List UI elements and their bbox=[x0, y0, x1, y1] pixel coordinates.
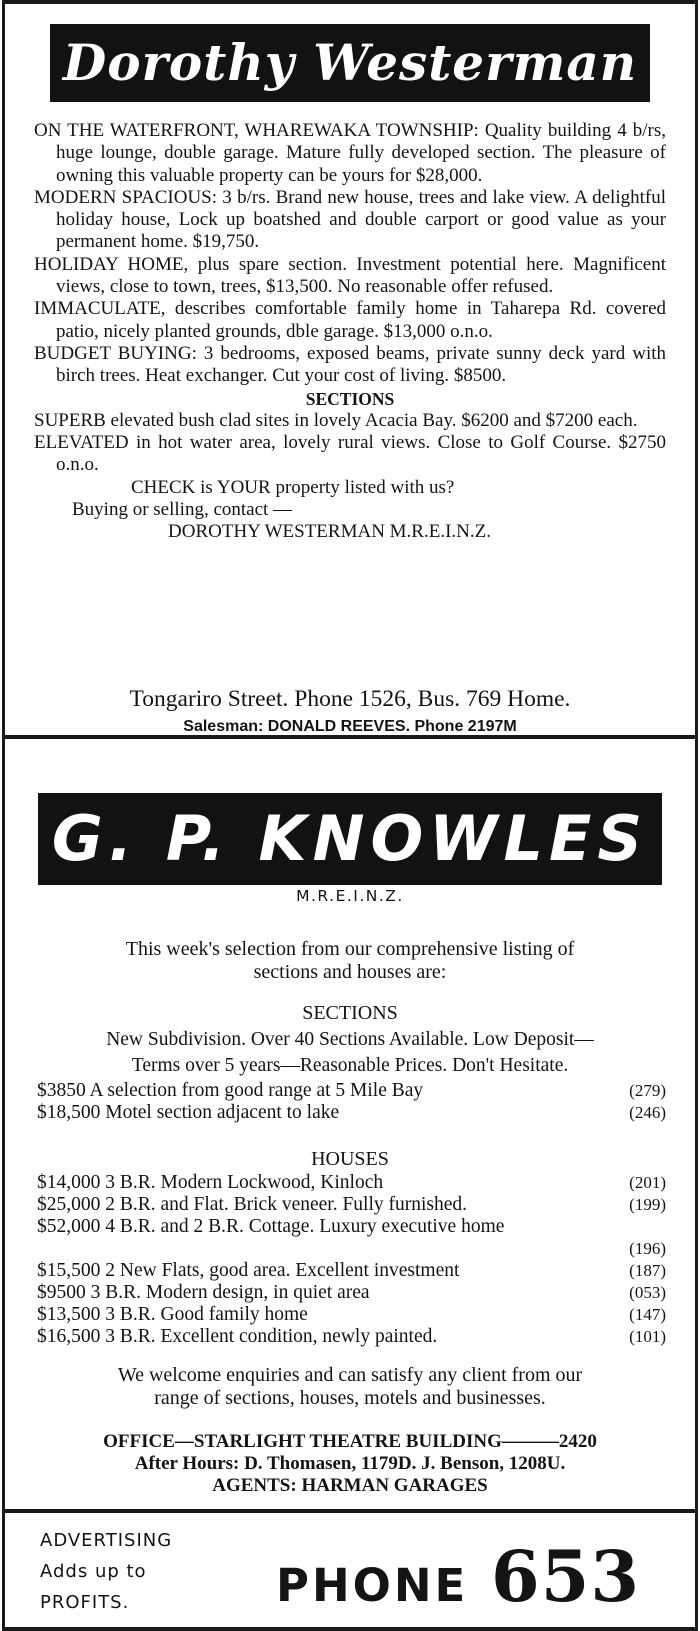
list-item-text: $16,500 3 B.R. Excellent condition, newly painted. bbox=[37, 1326, 438, 1347]
section-elevated: ELEVATED in hot water area, lovely rural views. Close to Golf Course. $2750 o.n.o. bbox=[34, 432, 666, 476]
list-item bbox=[37, 1304, 666, 1326]
dorothy-address: Tongariro Street. Phone 1526, Bus. 769 Home. bbox=[129, 686, 571, 712]
knowles-office-block bbox=[0, 1431, 700, 1497]
list-item bbox=[37, 1172, 666, 1194]
phone-number: 653 bbox=[490, 1535, 641, 1618]
welcome-line-2: range of sections, houses, motels and businesses. bbox=[154, 1387, 546, 1409]
knowles-welcome bbox=[0, 1364, 700, 1410]
dorothy-listings bbox=[34, 120, 666, 544]
list-item bbox=[37, 1102, 666, 1124]
knowles-houses-heading: HOUSES bbox=[311, 1148, 389, 1170]
buying-line: Buying or selling, contact — bbox=[72, 499, 293, 521]
office-line: OFFICE—STARLIGHT THEATRE BUILDING———2420 bbox=[103, 1431, 597, 1452]
gp-knowles-banner: G. P. KNOWLES bbox=[38, 793, 662, 885]
list-item-code: (053) bbox=[629, 1283, 666, 1302]
section-superb: SUPERB elevated bush clad sites in lovely Acacia Bay. $6200 and $7200 each. bbox=[34, 409, 638, 431]
sections-heading: SECTIONS bbox=[305, 388, 395, 409]
advertising-slogan bbox=[40, 1525, 172, 1618]
list-item-code: (199) bbox=[629, 1195, 666, 1214]
intro-line-1: This week's selection from our comprehensive listing of bbox=[125, 938, 575, 960]
list-item-text: $9500 3 B.R. Modern design, in quiet area bbox=[37, 1282, 370, 1303]
knowles-section-list bbox=[37, 1080, 666, 1124]
listing-immaculate: IMMACULATE, describes comfortable family home in Taharepa Rd. covered patio, nicely planted grounds, dble garage. $13,000 o.n.o. bbox=[34, 298, 666, 342]
list-item-text: $3850 A selection from good range at 5 Mile Bay bbox=[37, 1080, 424, 1101]
subdivision-line-1: New Subdivision. Over 40 Sections Available. Low Deposit— bbox=[106, 1029, 594, 1050]
slogan-line-1: ADVERTISING bbox=[40, 1530, 173, 1551]
middle-rule bbox=[2, 735, 698, 739]
list-item-text: $25,000 2 B.R. and Flat. Brick veneer. Fully furnished. bbox=[37, 1194, 468, 1215]
phone-block bbox=[276, 1537, 640, 1617]
list-item-text: $13,500 3 B.R. Good family home bbox=[37, 1304, 308, 1325]
dorothy-westerman-banner: Dorothy Westerman bbox=[50, 24, 650, 102]
list-item-text: $52,000 4 B.R. and 2 B.R. Cottage. Luxury executive home bbox=[37, 1216, 505, 1237]
bottom-rule bbox=[2, 1627, 698, 1631]
knowles-subdivision bbox=[0, 1027, 700, 1079]
list-item-code: (147) bbox=[629, 1305, 666, 1324]
intro-line-2: sections and houses are: bbox=[253, 960, 447, 983]
list-item-code: (201) bbox=[629, 1173, 666, 1192]
welcome-line-1: We welcome enquiries and can satisfy any client from our bbox=[117, 1364, 583, 1386]
agent-line: DOROTHY WESTERMAN M.R.E.I.N.Z. bbox=[168, 521, 491, 543]
top-rule bbox=[2, 0, 698, 4]
list-item-text: $18,500 Motel section adjacent to lake bbox=[37, 1102, 340, 1123]
listing-waterfront: ON THE WATERFRONT, WHAREWAKA TOWNSHIP: Quality building 4 b/rs, huge lounge, double garage. Mature fully developed section. The pleasure of owning this valuable property can be yours for $28,000. bbox=[34, 120, 666, 186]
list-item-code: (187) bbox=[629, 1261, 666, 1280]
check-line: CHECK is YOUR property listed with us? bbox=[131, 476, 455, 498]
agents-line: AGENTS: HARMAN GARAGES bbox=[212, 1475, 488, 1496]
footer-rule bbox=[2, 1509, 698, 1513]
list-item-code: (246) bbox=[629, 1103, 666, 1122]
list-item-continued bbox=[37, 1238, 666, 1260]
subdivision-line-2: Terms over 5 years—Reasonable Prices. Don't Hesitate. bbox=[131, 1055, 569, 1076]
list-item bbox=[37, 1080, 666, 1102]
phone-label: PHONE bbox=[276, 1559, 469, 1612]
list-item bbox=[37, 1282, 666, 1304]
listing-budget-buying: BUDGET BUYING: 3 bedrooms, exposed beams, private sunny deck yard with birch trees. Heat exchanger. Cut your cost of living. $8500. bbox=[34, 342, 666, 387]
knowles-intro bbox=[0, 938, 700, 983]
list-item-text: $14,000 3 B.R. Modern Lockwood, Kinloch bbox=[37, 1172, 384, 1193]
knowles-sections-heading: SECTIONS bbox=[302, 1002, 398, 1024]
listing-modern-spacious: MODERN SPACIOUS: 3 b/rs. Brand new house, trees and lake view. A delightful holiday house, Lock up boatshed and double carport or good value as your permanent home. $19,750. bbox=[34, 186, 666, 253]
list-item-code: (196) bbox=[629, 1239, 666, 1258]
list-item bbox=[37, 1194, 666, 1216]
listing-holiday-home: HOLIDAY HOME, plus spare section. Investment potential here. Magnificent views, close to town, trees, $13,500. No reasonable offer refused. bbox=[34, 253, 666, 298]
list-item-code: (101) bbox=[629, 1327, 666, 1346]
slogan-line-3: PROFITS. bbox=[40, 1592, 130, 1613]
list-item bbox=[37, 1216, 666, 1238]
list-item bbox=[37, 1260, 666, 1282]
knowles-credential: M.R.E.I.N.Z. bbox=[296, 887, 404, 905]
knowles-house-list bbox=[37, 1172, 666, 1348]
after-hours-line: After Hours: D. Thomasen, 1179D. J. Benson, 1208U. bbox=[134, 1453, 566, 1474]
list-item bbox=[37, 1326, 666, 1348]
list-item-code: (279) bbox=[629, 1081, 666, 1100]
dorothy-salesman: Salesman: DONALD REEVES. Phone 2197M bbox=[183, 718, 517, 735]
list-item-text: $15,500 2 New Flats, good area. Excellent investment bbox=[37, 1260, 460, 1281]
slogan-line-2: Adds up to bbox=[40, 1561, 147, 1582]
